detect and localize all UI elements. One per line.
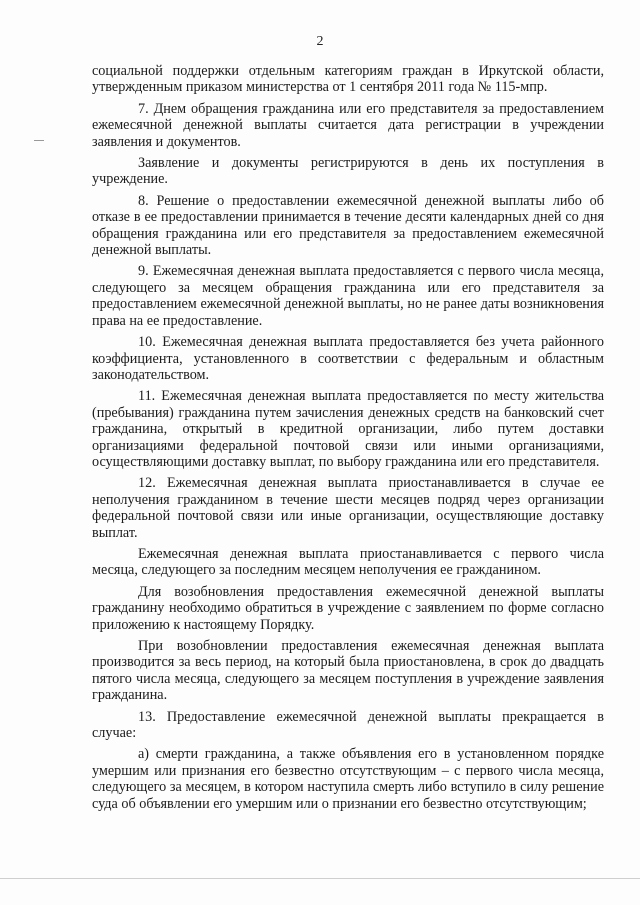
- scan-mark: [34, 140, 44, 141]
- paragraph: Заявление и документы регистрируются в день их поступления в учреждение.: [92, 155, 604, 188]
- paragraph: 12. Ежемесячная денежная выплата приостанавливается в случае ее неполучения гражданином в течение шести месяцев подряд через организации федеральной почтовой связи или иные организации, осуществляющие доставку выплат.: [92, 475, 604, 541]
- paragraph: 11. Ежемесячная денежная выплата предоставляется по месту жительства (пребывания) гражданина путем зачисления денежных средств на банковский счет гражданина, открытый в кредитной организации, либо путем доставки организациями федеральной почтовой связи или иными организациями, осуществляющими доставку выплат, по выбору гражданина или его представителя.: [92, 388, 604, 470]
- paragraph: 9. Ежемесячная денежная выплата предоставляется с первого числа месяца, следующего за месяцем обращения гражданина или его представителя за предоставлением ежемесячной денежной выплаты, но не ранее даты возникновения права на ее предоставление.: [92, 263, 604, 329]
- paragraph: а) смерти гражданина, а также объявления его в установленном порядке умершим или признания его безвестно отсутствующим – с первого числа месяца, следующего за месяцем, в котором наступила смерть либо вступило в силу решение суда об объявлении его умершим или о признании его безвестно отсутствующим;: [92, 746, 604, 812]
- document-body: [92, 63, 604, 817]
- paragraph: 8. Решение о предоставлении ежемесячной денежной выплаты либо об отказе в ее предоставлении принимается в течение десяти календарных дней со дня обращения гражданина или его представителя за предоставлением ежемесячной денежной выплаты.: [92, 192, 604, 259]
- scan-edge-line: [0, 878, 640, 879]
- paragraph: При возобновлении предоставления ежемесячная денежная выплата производится за весь период, на который была приостановлена, в срок до двадцать пятого числа месяца, следующего за месяцем поступления в учреждение заявления гражданина.: [92, 638, 604, 704]
- paragraph: 10. Ежемесячная денежная выплата предоставляется без учета районного коэффициента, установленного в соответствии с федеральным и областным законодательством.: [92, 334, 604, 383]
- page-number: 2: [316, 34, 324, 49]
- paragraph: Для возобновления предоставления ежемесячной денежной выплаты гражданину необходимо обратиться в учреждение с заявлением по форме согласно приложению к настоящему Порядку.: [92, 583, 604, 633]
- paragraph: 7. Днем обращения гражданина или его представителя за предоставлением ежемесячной денежной выплаты считается дата регистрации в учреждении заявления и документов.: [92, 100, 604, 150]
- paragraph: социальной поддержки отдельным категориям граждан в Иркутской области, утвержденным приказом министерства от 1 сентября 2011 года № 115-мпр.: [92, 63, 604, 96]
- paragraph: 13. Предоставление ежемесячной денежной выплаты прекращается в случае:: [92, 708, 604, 742]
- paragraph: Ежемесячная денежная выплата приостанавливается с первого числа месяца, следующего за последним месяцем неполучения ее гражданином.: [92, 545, 604, 579]
